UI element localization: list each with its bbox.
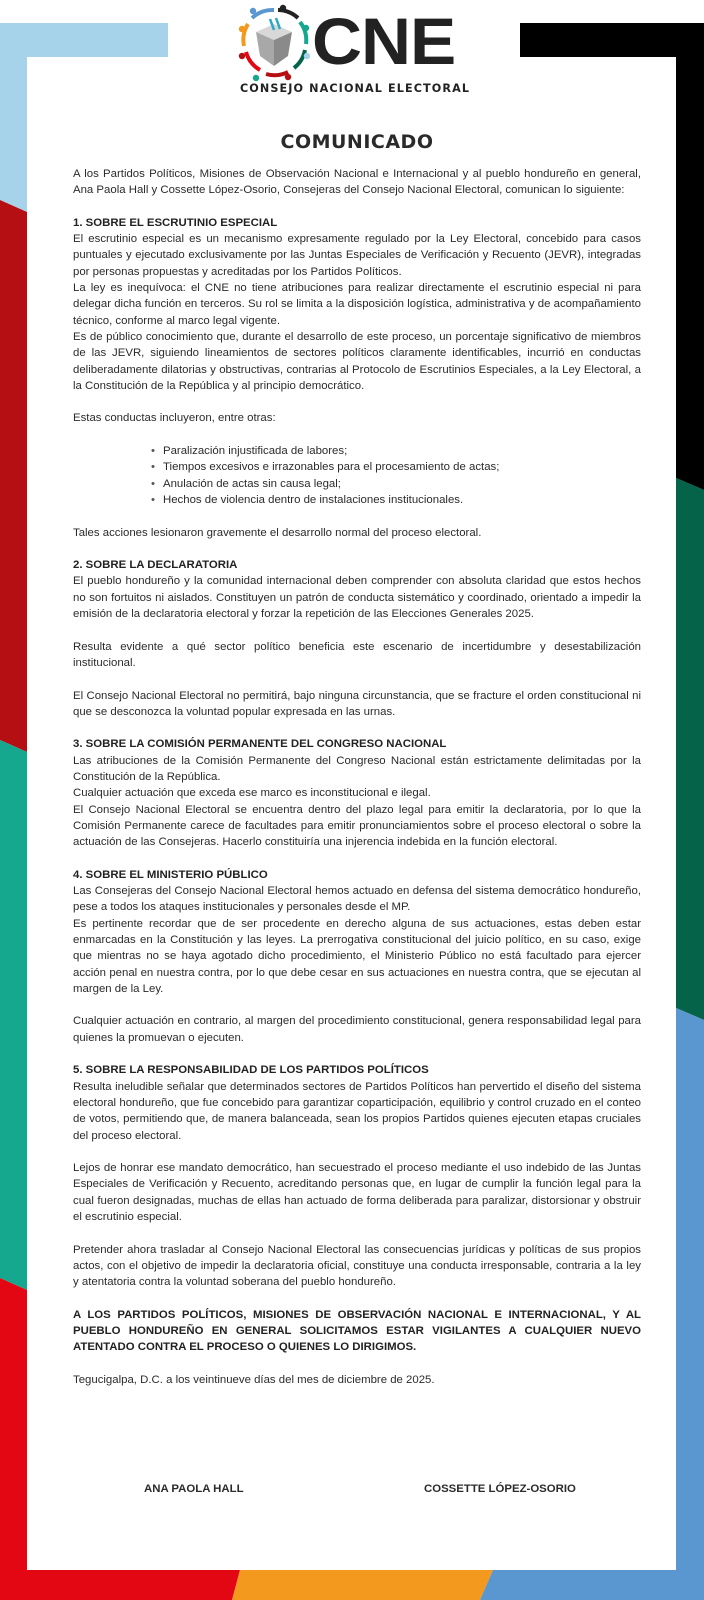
document-title: COMUNICADO	[280, 131, 434, 153]
closing-call: A LOS PARTIDOS POLÍTICOS, MISIONES DE OBSERVACIÓN NACIONAL E INTERNACIONAL, Y AL PUEBLO HONDUREÑO EN GENERAL SOLICITAMOS ESTAR VIGILANTES A CUALQUIER NUEVO ATENTADO CONTRA EL PROCESO O QUIENES LO DIRIGIMOS.	[73, 1308, 641, 1354]
intro-paragraph: A los Partidos Políticos, Misiones de Observación Nacional e Internacional y al pueblo hondureño en general, Ana Paola Hall y Cossette López-Osorio, Consejeras del Consejo Nacional Electoral, comunican lo siguiente:	[73, 168, 641, 197]
signatory-name: ANA PAOLA HALL	[144, 1483, 244, 1495]
frame-bottom-orange	[232, 1570, 493, 1600]
list-item: • Hechos de violencia dentro de instalaciones institucionales.	[151, 492, 641, 508]
logo-acronym: CNE	[312, 4, 456, 78]
frame-left-teal	[0, 740, 27, 1290]
section-heading: 5. SOBRE LA RESPONSABILIDAD DE LOS PARTIDOS POLÍTICOS	[73, 1064, 429, 1077]
section-paragraph: Pretender ahora trasladar al Consejo Nacional Electoral las consecuencias jurídicas y políticas de sus propios actos, con el objetivo de impedir la declaratoria oficial, constituye una conducta irresponsable, contraria a la ley y atentatoria contra la voluntad soberana del pueblo hondureño.	[73, 1243, 641, 1289]
section-paragraph: Es pertinente recordar que de ser procedente en derecho alguna de sus actuaciones, estas deben estar enmarcadas en la Constitución y las leyes. La prerrogativa constitucional del juicio político, en su caso, exige que mientras no se haya agotado dicho procedimiento, el Ministerio Público no está facultado para ejercer acción penal en nuestra contra, por lo que debe cesar en sus actuaciones en nuestra contra, que se ejecutan al margen de la Ley.	[73, 917, 641, 995]
signatory-name: COSSETTE LÓPEZ-OSORIO	[424, 1483, 576, 1495]
section-paragraph: Es de público conocimiento que, durante el desarrollo de este proceso, un porcentaje significativo de miembros de las JEVR, siguiendo lineamientos de sectores políticos claramente identificables, incurrió en conductas deliberadamente dilatorias y obstructivas, contrarias al Protocolo de Escrutinios Especiales, a la Ley Electoral, a la Constitución de la República y al principio democrático.	[73, 330, 641, 392]
section-paragraph: El escrutinio especial es un mecanismo expresamente regulado por la Ley Electoral, concebido para casos puntuales y ejecutado exclusivamente por las Juntas Especiales de Verificación y Recuento (JEVR), integradas por personas propuestas y acreditadas por los Partidos Políticos.	[73, 233, 641, 278]
section-paragraph: Lejos de honrar ese mandato democrático, han secuestrado el proceso mediante el uso indebido de las Juntas Especiales de Verificación y Recuento, acreditando personas que, en lugar de cumplir la función legal para la cual fueron designadas, muchas de ellas han actuado de forma deliberada para paralizar, distorsionar y obstruir el escrutinio especial.	[73, 1162, 641, 1223]
section-paragraph: El Consejo Nacional Electoral se encuentra dentro del plazo legal para emitir la declaratoria, por lo que la Comisión Permanente carece de facultades para emitir pronunciamientos sobre el proceso electoral o sobre la actuación de las Consejeras. Hacerlo constituiría una injerencia indebida en la función electoral.	[73, 803, 641, 849]
communique-body	[73, 130, 641, 1388]
section-paragraph: Las Consejeras del Consejo Nacional Electoral hemos actuado en defensa del sistema democrático hondureño, pese a todos los ataques institucionales y personales desde el MP.	[73, 885, 641, 914]
ballot-box-people-ring-icon	[238, 4, 310, 82]
list-item: • Paralización injustificada de labores;	[151, 443, 641, 459]
place-date: Tegucigalpa, D.C. a los veintinueve días del mes de diciembre de 2025.	[73, 1373, 435, 1386]
section-heading: 2. SOBRE LA DECLARATORIA	[73, 559, 238, 572]
section-4	[73, 867, 641, 1046]
logo-full-name: CONSEJO NACIONAL ELECTORAL	[240, 82, 471, 95]
section-5	[73, 1062, 641, 1290]
section-2	[73, 557, 641, 720]
section-paragraph: Resulta ineludible señalar que determinados sectores de Partidos Políticos han pervertido el diseño del sistema electoral hondureño, que fue concebido para garantizar coparticipación, equilibrio y control cruzado en el conteo de votos, permitiendo que, de manera balanceada, sean los propios Partidos quienes ejecuten etapas cruciales del proceso electoral.	[73, 1080, 641, 1142]
section-3	[73, 736, 641, 850]
section-paragraph: La ley es inequívoca: el CNE no tiene atribuciones para realizar directamente el escrutinio especial ni para delegar dicha función en terceros. Su rol se limita a la disposición logística, administrativa y de acompañamiento técnico, conforme al marco legal vigente.	[73, 282, 641, 327]
frame-left-dark-red	[0, 200, 27, 752]
cne-logo	[238, 2, 474, 98]
section-paragraph: El pueblo hondureño y la comunidad internacional deben comprender con absoluta claridad que estos hechos no son fortuitos ni aislados. Constituyen un patrón de conducta sistemático y coordinado, orientado a impedir la emisión de la declaratoria electoral y forzar la repetición de las Elecciones Generales 2025.	[73, 575, 641, 621]
section-paragraph: Las atribuciones de la Comisión Permanente del Congreso Nacional están estrictamente delimitadas por la Constitución de la República.	[73, 754, 641, 783]
section-heading: 3. SOBRE LA COMISIÓN PERMANENTE DEL CONGRESO NACIONAL	[73, 738, 447, 751]
section-paragraph: El Consejo Nacional Electoral no permitirá, bajo ninguna circunstancia, que se fracture el orden constitucional ni que se desconozca la voluntad popular expresada en las urnas.	[73, 689, 641, 718]
section-1	[73, 215, 641, 541]
list-intro: Estas conductas incluyeron, entre otras:	[73, 412, 276, 425]
section-paragraph: Cualquier actuación en contrario, al margen del procedimiento constitucional, genera responsabilidad legal para quienes la promuevan o ejecuten.	[73, 1015, 641, 1044]
section-paragraph: Tales acciones lesionaron gravemente el desarrollo normal del proceso electoral.	[73, 526, 482, 539]
section-heading: 1. SOBRE EL ESCRUTINIO ESPECIAL	[73, 216, 278, 229]
section-paragraph: Resulta evidente a qué sector político beneficia este escenario de incertidumbre y desestabilización institucional.	[73, 640, 641, 669]
list-item: • Anulación de actas sin causa legal;	[151, 476, 641, 492]
frame-right-dark-green	[676, 478, 704, 1020]
section-paragraph: Cualquier actuación que exceda ese marco es inconstitucional e ilegal.	[73, 787, 431, 800]
list-item: • Tiempos excesivos e irrazonables para el procesamiento de actas;	[151, 459, 641, 475]
section-heading: 4. SOBRE EL MINISTERIO PÚBLICO	[73, 868, 268, 881]
conduct-list	[73, 443, 641, 508]
